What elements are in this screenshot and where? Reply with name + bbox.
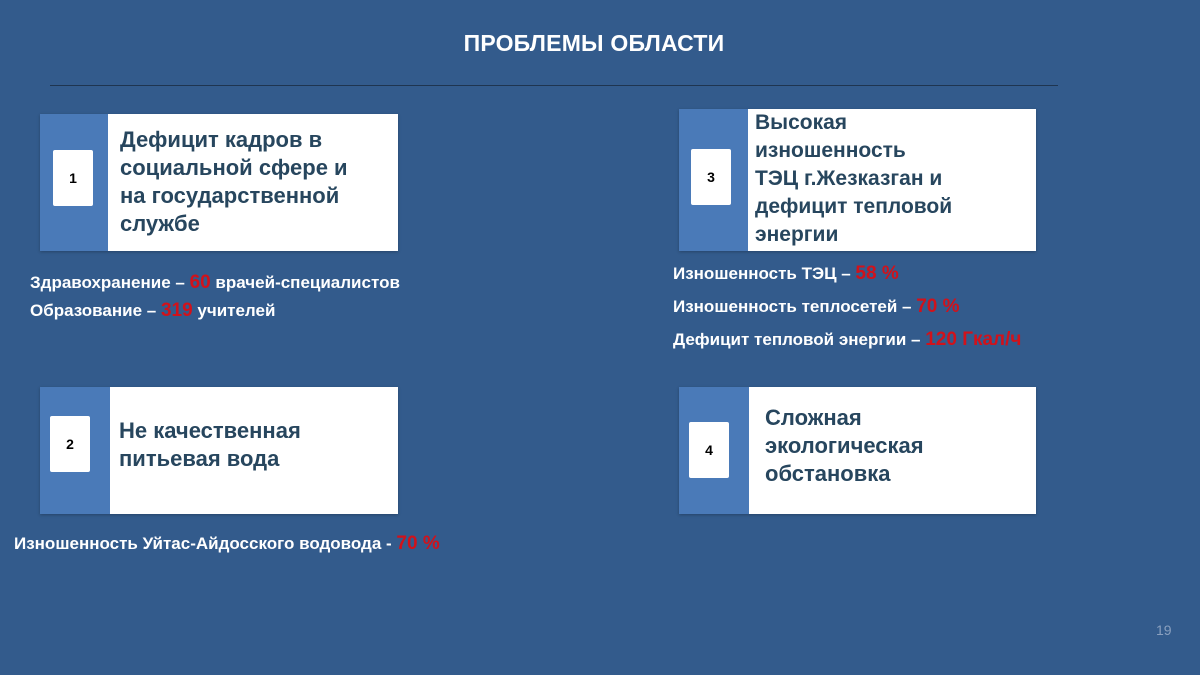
detail-value: 319 — [160, 300, 193, 321]
card-number-badge: 4 — [689, 422, 729, 478]
detail-value: 60 — [189, 272, 211, 293]
detail-label: Образование – — [30, 301, 161, 320]
problem-card-3 — [679, 109, 1036, 251]
detail-value: 70 % — [396, 533, 440, 554]
card-number-panel — [40, 114, 108, 251]
slide-title: ПРОБЛЕМЫ ОБЛАСТИ — [463, 30, 725, 56]
detail-label: Изношенность теплосетей – — [673, 297, 917, 316]
card-number-badge: 2 — [50, 416, 90, 472]
card-text: Дефицит кадров в социальной сфере и на государственной службе — [108, 114, 398, 251]
card-number-badge: 3 — [691, 149, 731, 205]
detail-value: 58 % — [855, 263, 899, 284]
detail-value: 120 Гкал/ч — [925, 329, 1022, 350]
detail-line-tec-wear — [673, 263, 899, 285]
detail-label: Дефицит тепловой энергии – — [673, 330, 926, 349]
card-text: Не качественная питьевая вода — [110, 387, 398, 514]
problem-card-1 — [40, 114, 398, 251]
problem-card-4 — [679, 387, 1036, 514]
detail-value: 70 % — [916, 296, 960, 317]
card-text: Сложная экологическая обстановка — [749, 387, 1036, 514]
card-number-badge: 1 — [53, 150, 93, 206]
card-text: Высокая изношенность ТЭЦ г.Жезказган и дефицит тепловой энергии — [748, 109, 1036, 251]
detail-label: Изношенность ТЭЦ – — [673, 264, 856, 283]
page-number: 19 — [1156, 622, 1172, 638]
title-divider — [50, 85, 1058, 86]
detail-label: Здравохранение – — [30, 273, 190, 292]
card-number-panel — [679, 109, 748, 251]
detail-line-water-pipeline — [14, 533, 440, 555]
detail-suffix: учителей — [192, 301, 276, 320]
detail-line-education — [30, 300, 275, 322]
card-number-panel — [679, 387, 749, 514]
detail-line-heating-network-wear — [673, 296, 960, 318]
card-number-panel — [40, 387, 110, 514]
detail-line-heat-deficit — [673, 329, 1021, 351]
detail-label: Изношенность Уйтас-Айдосского водовода - — [14, 534, 397, 553]
detail-suffix: врачей-специалистов — [210, 273, 400, 292]
detail-line-healthcare — [30, 272, 400, 294]
problem-card-2 — [40, 387, 398, 514]
